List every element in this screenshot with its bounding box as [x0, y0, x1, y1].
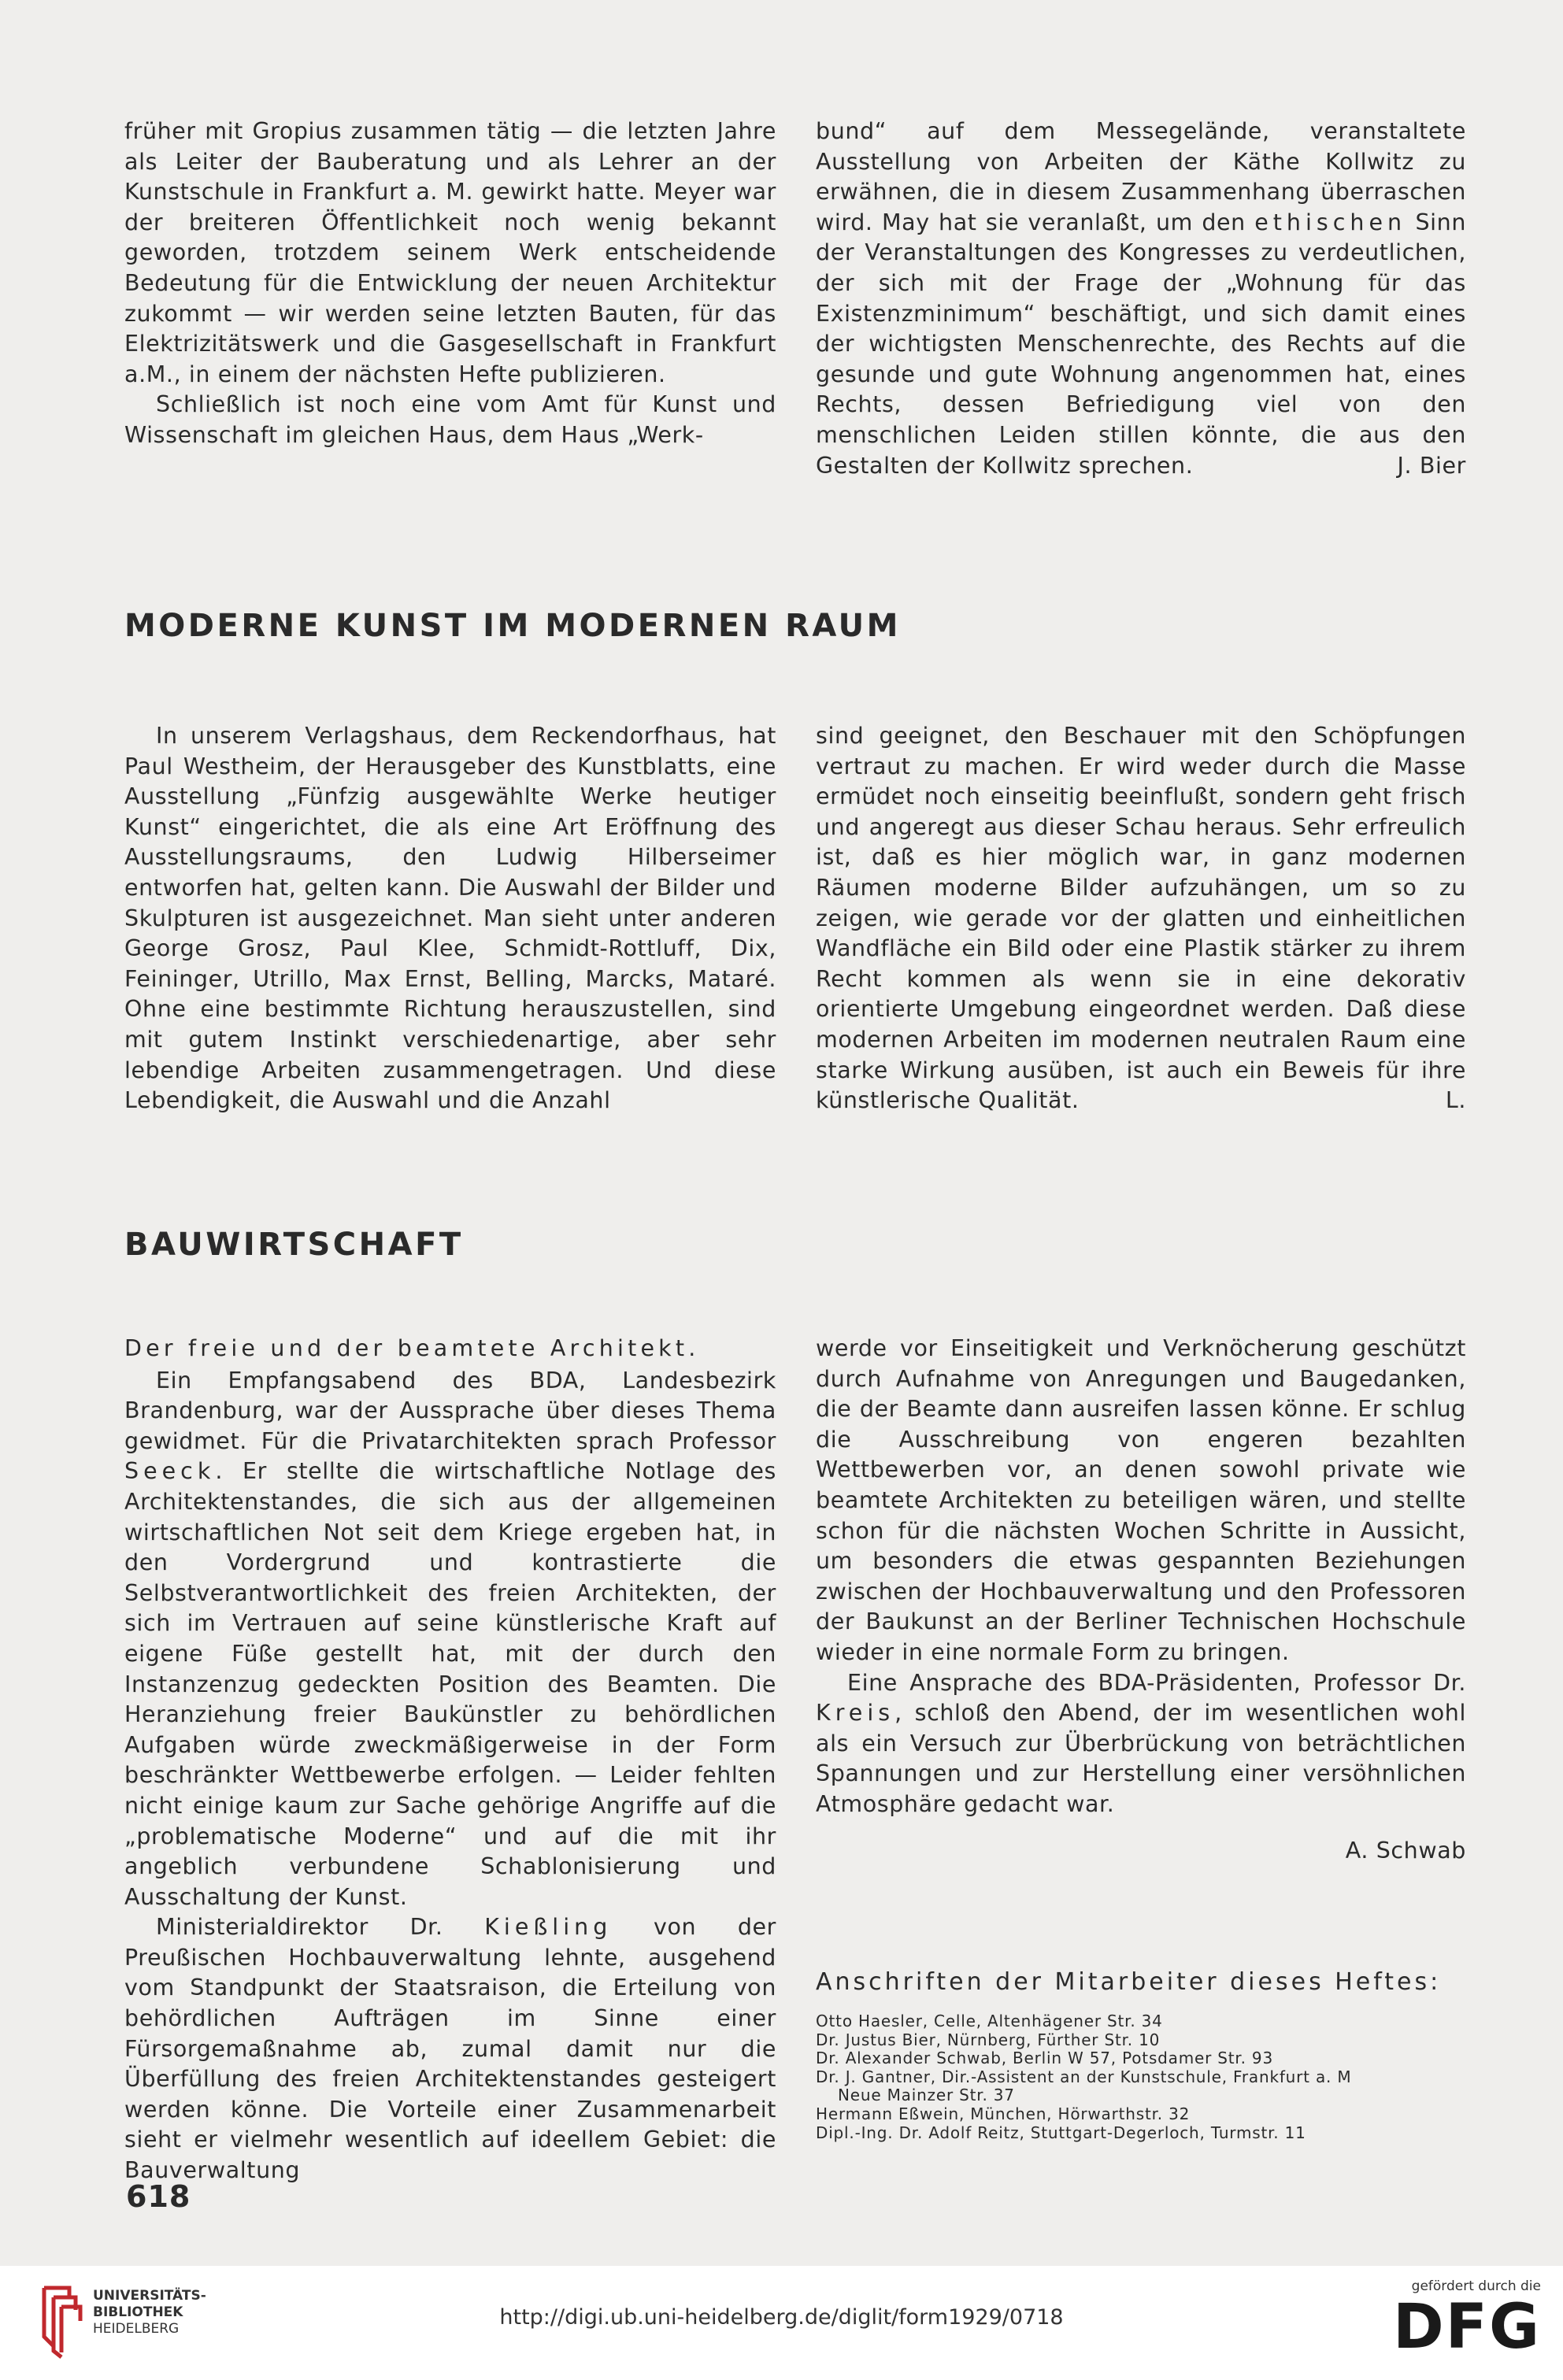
paragraph: werde vor Einseitigkeit und Verknöcherung geschützt durch Aufnahme von Anregungen und Baugedanken, die der Beamte dann ausreifen lassen könne. Er schlug die Ausschreibung von engeren bezahlten Wettbewerben vor, an denen sowohl private wie beamtete Architekten zu beteiligen wären, und stellte schon für die nächsten Wochen Schritte in Aussicht, um besonders die etwas gespannten Beziehungen zwischen der Hochbauverwaltung und den Professoren der Baukunst an der Berliner Technischen Hochschule wieder in eine normale Form zu bringen.: [816, 1335, 1466, 1665]
dfg-wordmark: DFG: [1392, 2292, 1541, 2363]
signature: J. Bier: [1397, 452, 1466, 479]
source-url[interactable]: http://digi.ub.uni-heidelberg.de/diglit/form1929/0718: [499, 2305, 1064, 2330]
library-name: UNIVERSITÄTS- BIBLIOTHEK HEIDELBERG: [93, 2288, 206, 2337]
paragraph: Ministerialdirektor Dr. Kießling von der Preußischen Hochbauverwaltung lehnte, ausgehend vom Standpunkt der Staatsraison, die Erteilung von behördlichen Aufträgen im Sinne einer Fürsorgemaßnahme ab, zumal damit nur die Überfüllung des freien Architektenstandes gesteigert werden könne. Die Vorteile einer Zusammenarbeit sieht er vielmehr wesentlich auf ideellem Gebiet: die Bauverwaltung: [124, 1914, 776, 2184]
paragraph: Schließlich ist noch eine vom Amt für Kunst und Wissenschaft im gleichen Haus, dem Haus „Werk-: [124, 391, 776, 448]
address-line: Dipl.-Ing. Dr. Adolf Reitz, Stuttgart-Degerloch, Turmstr. 11: [816, 2123, 1306, 2142]
spaced-word: ethischen: [1254, 209, 1407, 235]
section1-left-column: [124, 721, 776, 1116]
address-line: Neue Mainzer Str. 37: [838, 2086, 1015, 2105]
section-title: MODERNE KUNST IM MODERNEN RAUM: [124, 608, 901, 644]
top-left-column: [124, 117, 776, 451]
dfg-logo: [1392, 2278, 1541, 2363]
address-line: Otto Haesler, Celle, Altenhägener Str. 34: [816, 2012, 1163, 2030]
address-line: Dr. Alexander Schwab, Berlin W 57, Potsdamer Str. 93: [816, 2049, 1273, 2068]
spaced-name: Kreis: [816, 1700, 895, 1727]
footer-bar: [0, 2266, 1563, 2380]
paragraph: Eine Ansprache des BDA-Präsidenten, Professor Dr. Kreis, schloß den Abend, der im wesentlichen wohl als ein Versuch zur Überbrückung von beträchtlichen Spannungen und zur Herstellung einer versöhnlichen Atmosphäre gedacht war.: [816, 1669, 1466, 1817]
funded-by-text: gefördert durch die: [1411, 2278, 1541, 2294]
section-title: BAUWIRTSCHAFT: [124, 1227, 464, 1263]
page-number: 618: [126, 2179, 191, 2214]
signature: A. Schwab: [1345, 1837, 1466, 1864]
article-subtitle: Der freie und der beamtete Architekt.: [124, 1335, 700, 1361]
paragraph: sind geeignet, den Beschauer mit den Schöpfungen vertraut zu machen. Er wird weder durch die Masse ermüdet noch einseitig beeinflußt, sondern geht frisch und angeregt aus dieser Schau heraus. Sehr erfreulich ist, daß es hier möglich war, in ganz modernen Räumen moderne Bilder aufzuhängen, um so zu zeigen, wie gerade vor der glatten und einheitlichen Wandfläche ein Bild oder eine Plastik stärker zu ihrem Recht kommen als wenn sie in eine dekorativ orientierte Umgebung eingeordnet werden. Daß diese modernen Arbeiten im modernen neutralen Raum eine starke Wirkung ausüben, ist auch ein Beweis für ihre künstlerische Qualität. L.: [816, 721, 1466, 1116]
spaced-name: Kießling: [484, 1914, 613, 1941]
section2-left-column: [124, 1334, 776, 2186]
paragraph: Ein Empfangsabend des BDA, Landesbezirk Brandenburg, war der Aussprache über dieses Thema gewidmet. Für die Privatarchitekten sprach Professor Seeck. Er stellte die wirtschaftliche Notlage des Architektenstandes, die sich aus der allgemeinen wirtschaftlichen Not seit dem Kriege ergeben hat, in den Vordergrund und kontrastierte die Selbstverantwortlichkeit des freien Architekten, der sich im Vertrauen auf seine künstlerische Kraft auf eigene Füße gestellt hat, mit der durch den Instanzenzug gedeckten Position des Beamten. Die Heranziehung freier Baukünstler zu behördlichen Aufgaben würde zweckmäßigerweise in der Form beschränkter Wettbewerbe erfolgen. — Leider fehlten nicht einige kaum zur Sache gehörige Angriffe auf die „problematische Moderne“ und auf die mit ihr angeblich verbundene Schablonisierung und Ausschaltung der Kunst.: [124, 1367, 776, 1910]
address-line: Hermann Eßwein, München, Hörwarthstr. 32: [816, 2104, 1191, 2123]
section1-right-column: [816, 721, 1466, 1116]
section2-right-column: [816, 1334, 1466, 1866]
paragraph: bund“ auf dem Messegelände, veranstaltete Ausstellung von Arbeiten der Käthe Kollwitz zu erwähnen, die in diesem Zusammenhang überraschen wird. May hat sie veranlaßt, um den ethischen Sinn der Veranstaltungen des Kongresses zu verdeutlichen, der sich mit der Frage der „Wohnung für das Existenzminimum“ beschäftigt, und sich damit eines der wichtigsten Menschenrechte, des Rechts auf die gesunde und gute Wohnung angenommen hat, eines Rechts, dessen Befriedigung viel von den menschlichen Leiden stillen könnte, die aus den Gestalten der Kollwitz sprechen. J. Bier: [816, 117, 1466, 481]
top-right-column: [816, 117, 1466, 481]
spaced-name: Seeck: [124, 1458, 216, 1485]
paragraph: In unserem Verlagshaus, dem Reckendorfhaus, hat Paul Westheim, der Herausgeber des Kunstblatts, eine Ausstellung „Fünfzig ausgewählte Werke heutiger Kunst“ eingerichtet, die als eine Art Eröffnung des Ausstellungsraums, den Ludwig Hilberseimer entworfen hat, gelten kann. Die Auswahl der Bilder und Skulpturen ist ausgezeichnet. Man sieht unter anderen George Grosz, Paul Klee, Schmidt-Rottluff, Dix, Feininger, Utrillo, Max Ernst, Belling, Marcks, Mataré. Ohne eine bestimmte Richtung herauszustellen, sind mit gutem Instinkt verschiedenartige, aber sehr lebendige Arbeiten zusammengetragen. Und diese Lebendigkeit, die Auswahl und die Anzahl: [124, 723, 776, 1114]
signature: L.: [1445, 1087, 1466, 1114]
address-line: Dr. Justus Bier, Nürnberg, Fürther Str. 10: [816, 2030, 1161, 2049]
paragraph: früher mit Gropius zusammen tätig — die letzten Jahre als Leiter der Bauberatung und als Lehrer an der Kunstschule in Frankfurt a. M. gewirkt hatte. Meyer war der breiteren Öffentlichkeit noch wenig bekannt geworden, trotzdem seinem Werk entscheidende Bedeutung für die Entwicklung der neuen Architektur zukommt — wir werden seine letzten Bauten, für das Elektrizitätswerk und die Gasgesellschaft in Frankfurt a.M., in einem der nächsten Hefte publizieren.: [124, 118, 776, 387]
address-line: Dr. J. Gantner, Dir.-Assistent an der Kunstschule, Frankfurt a. M: [816, 2067, 1352, 2086]
addresses-list: [816, 2012, 1466, 2142]
addresses-heading: Anschriften der Mitarbeiter dieses Heftes:: [816, 1968, 1442, 1996]
